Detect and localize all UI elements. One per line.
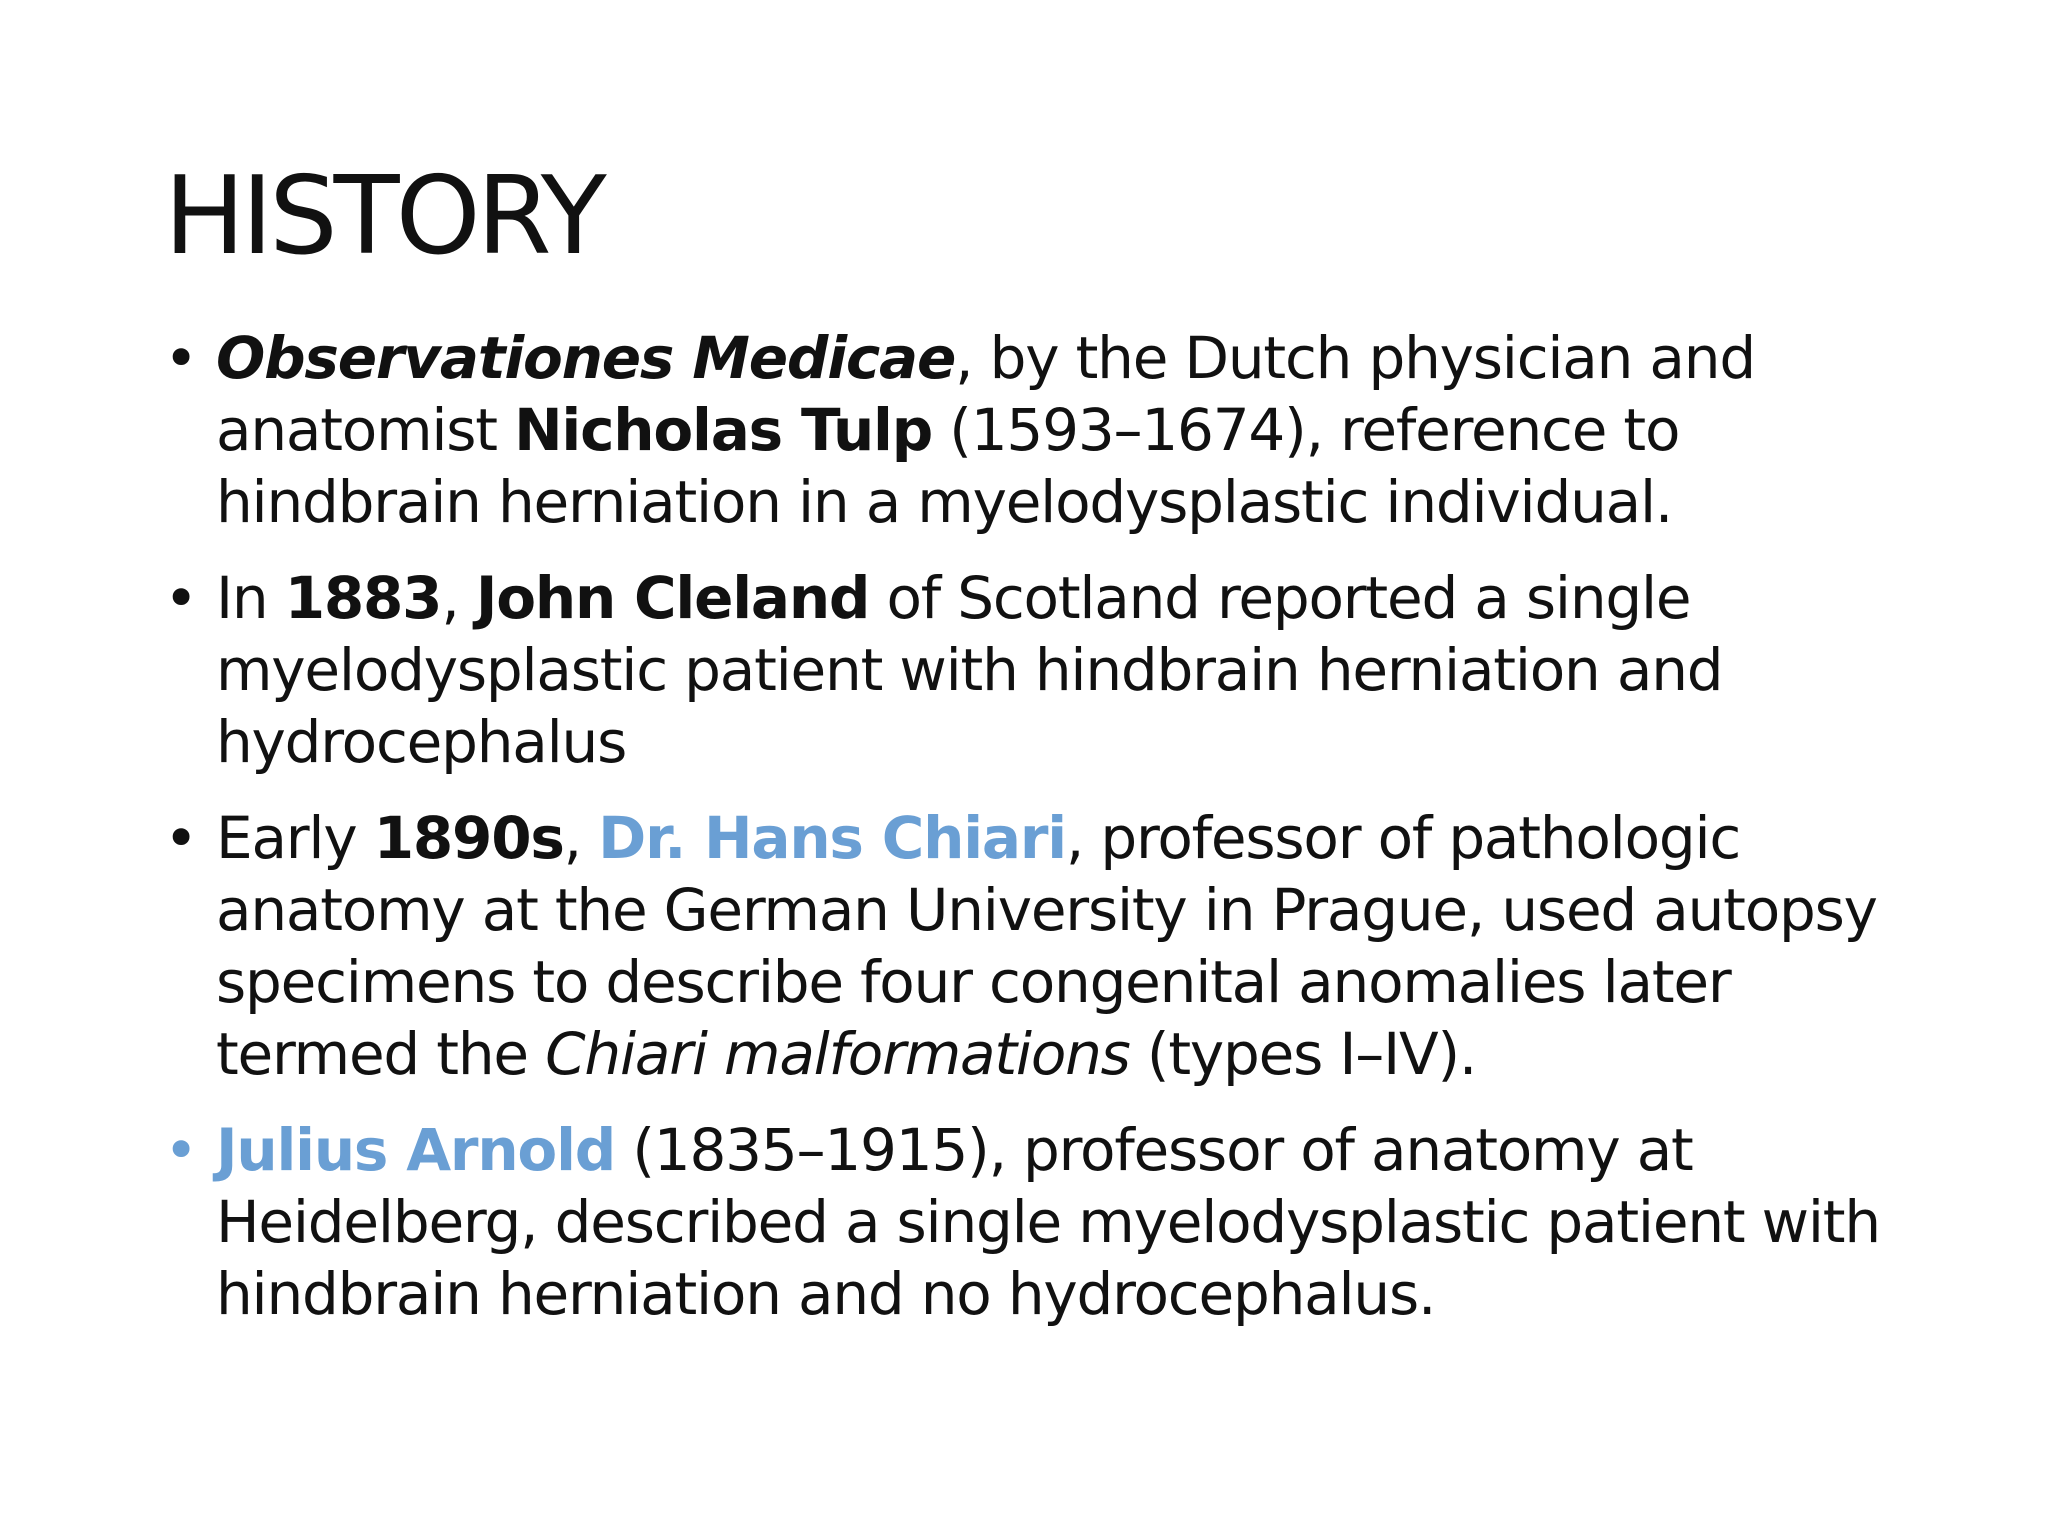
bullet-text: of Scotland reported a single myelodysplastic patient with hindbrain herniation and hydrocephalus — [216, 564, 1723, 776]
year-text: 1890s — [373, 804, 564, 872]
bullet-dot-icon: • — [164, 804, 198, 872]
bullet-item-cleland — [164, 562, 1924, 778]
bullet-dot-icon: • — [164, 1116, 198, 1184]
person-name-text: Nicholas Tulp — [514, 396, 933, 464]
slide-title: HISTORY — [164, 154, 603, 279]
bullet-text: , by the Dutch physician and anatomist — [216, 324, 1755, 464]
bullet-text: , — [441, 564, 476, 632]
term-text: Chiari malformations — [545, 1020, 1130, 1088]
bullet-item-tulp — [164, 322, 1924, 538]
bullet-item-chiari — [164, 802, 1924, 1090]
bullet-text: , — [563, 804, 599, 872]
bullet-text: In — [216, 564, 285, 632]
book-title-text: Observationes Medicae — [216, 324, 956, 392]
bullet-dot-icon: • — [164, 324, 198, 392]
bullet-text: , professor of pathologic anatomy at the German University in Prague, used autopsy specimens to describe four congenital anomalies later termed the — [216, 804, 1877, 1088]
bullet-text: (1593–1674), reference to hindbrain herniation in a myelodysplastic individual. — [216, 396, 1680, 536]
bullet-text: (types I–IV). — [1129, 1020, 1477, 1088]
person-name-link[interactable]: Dr. Hans Chiari — [598, 804, 1066, 872]
bullet-text: (1835–1915), professor of anatomy at Heidelberg, described a single myelodysplastic patient with hindbrain herniation and no hydrocephalus. — [216, 1116, 1880, 1328]
bullet-item-arnold — [164, 1114, 1924, 1330]
bullet-text: Early — [216, 804, 374, 872]
year-text: 1883 — [284, 564, 442, 632]
person-name-text: John Cleland — [475, 564, 870, 632]
person-name-link[interactable]: Julius Arnold — [216, 1116, 616, 1184]
bullet-list — [164, 322, 1924, 1354]
bullet-dot-icon: • — [164, 564, 198, 632]
